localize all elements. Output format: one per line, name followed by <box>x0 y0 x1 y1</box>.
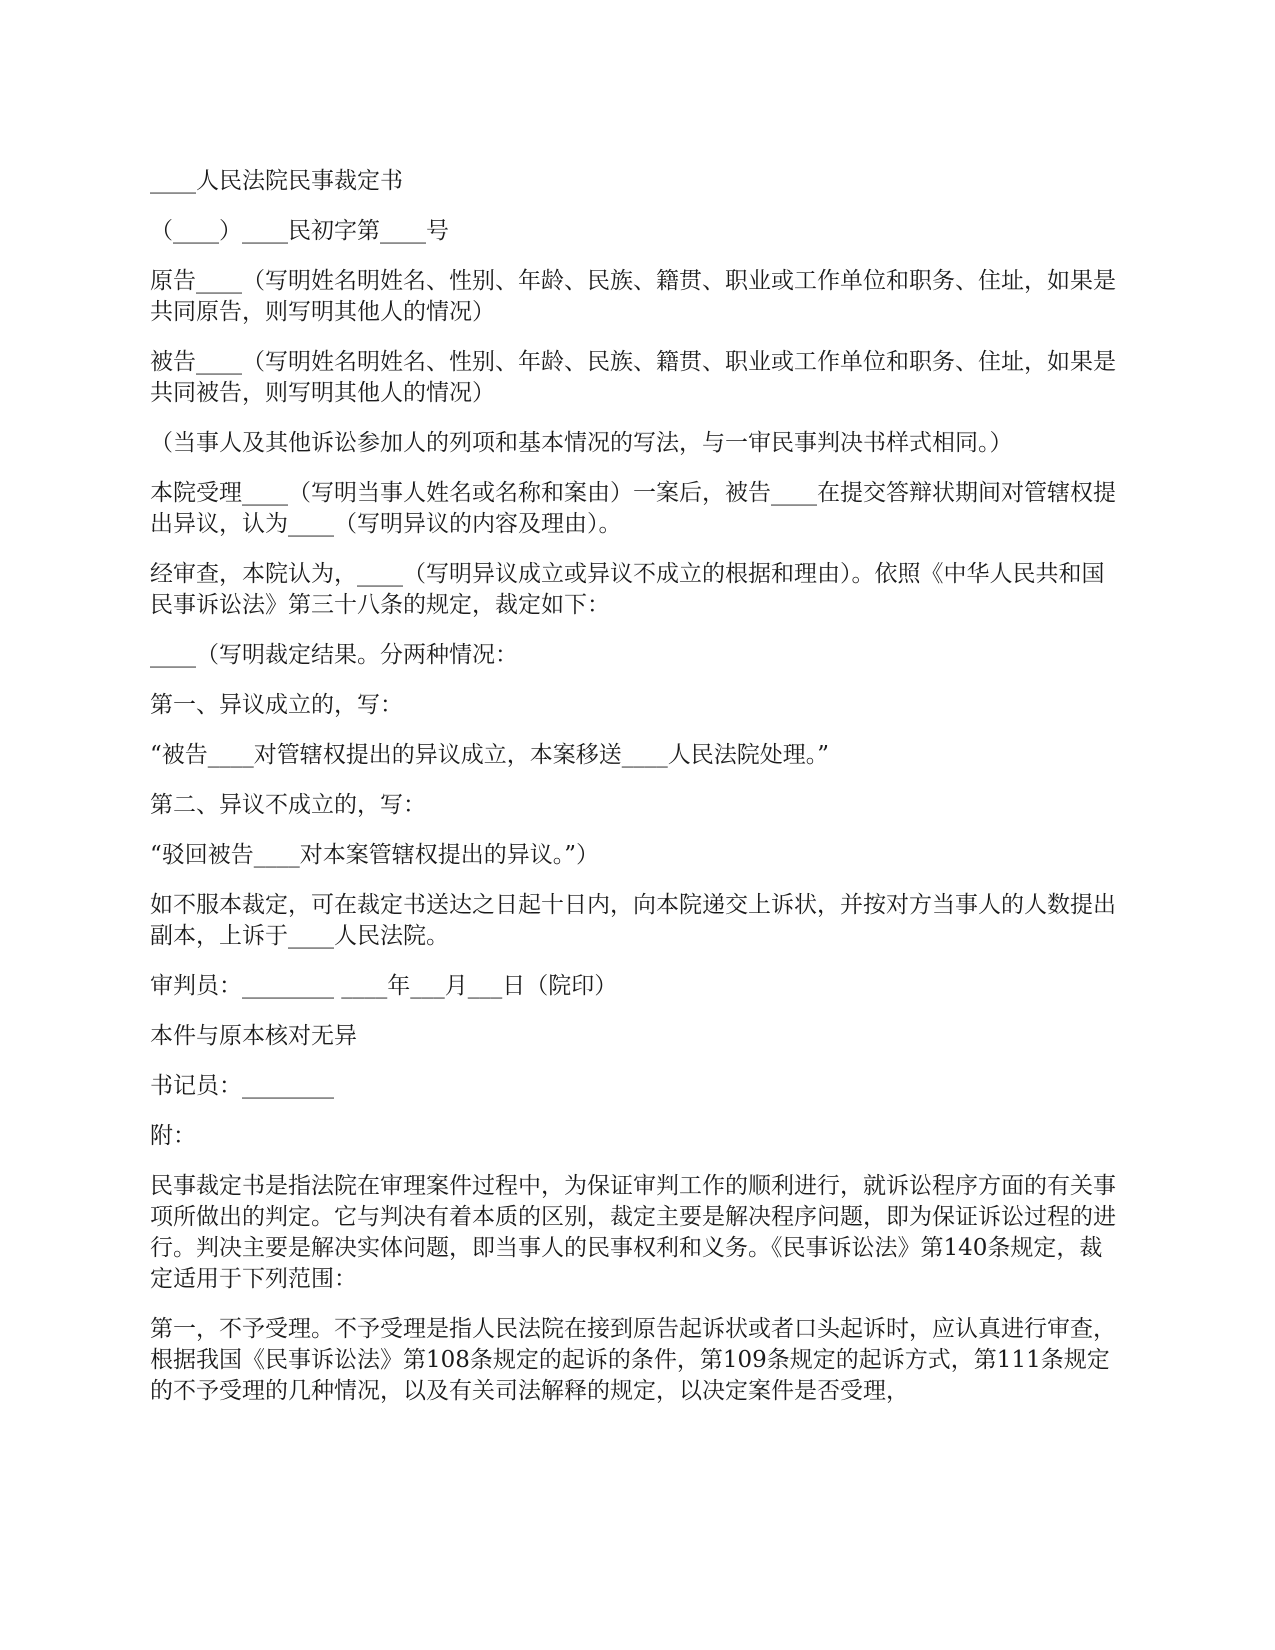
case-two-quote: “驳回被告____对本案管辖权提出的异议。”） <box>150 842 600 868</box>
judge-signature-line: 审判员：________ ____年___月___日（院印） <box>150 973 618 999</box>
plaintiff-paragraph: 原告____（写明姓名明姓名、性别、年龄、民族、籍贯、职业或工作单位和职务、住址，如果是共同原告，则写明其他人的情况） <box>150 268 1116 325</box>
clerk-signature-line: 书记员：________ <box>150 1073 334 1099</box>
defendant-paragraph: 被告____（写明姓名明姓名、性别、年龄、民族、籍贯、职业或工作单位和职务、住址，如果是共同被告，则写明其他人的情况） <box>150 349 1116 406</box>
case-acceptance-paragraph: 本院受理____（写明当事人姓名或名称和案由）一案后，被告____在提交答辩状期间对管辖权提出异议，认为____（写明异议的内容及理由）。 <box>150 480 1116 537</box>
appendix-paragraph-2: 第一，不予受理。不予受理是指人民法院在接到原告起诉状或者口头起诉时，应认真进行审查，根据我国《民事诉讼法》第108条规定的起诉的条件，第109条规定的起诉方式，第111条规定的不予受理的几种情况，以及有关司法解释的规定，以决定案件是否受理， <box>150 1316 1116 1404</box>
verification-line: 本件与原本核对无异 <box>150 1023 357 1049</box>
appeal-paragraph: 如不服本裁定，可在裁定书送达之日起十日内，向本院递交上诉状，并按对方当事人的人数提出副本，上诉于____人民法院。 <box>150 892 1116 949</box>
case-number-line: （____）____民初字第____号 <box>150 218 449 244</box>
document-title: ____人民法院民事裁定书 <box>150 168 403 194</box>
case-one-heading: 第一、异议成立的，写： <box>150 692 403 718</box>
ruling-result-paragraph: ____（写明裁定结果。分两种情况： <box>150 642 518 668</box>
appendix-heading: 附： <box>150 1123 196 1149</box>
document-body <box>150 166 1125 1426</box>
appendix-paragraph-1: 民事裁定书是指法院在审理案件过程中，为保证审判工作的顺利进行，就诉讼程序方面的有关事项所做出的判定。它与判决有着本质的区别，裁定主要是解决程序问题，即为保证诉讼过程的进行。判决主要是解决实体问题，即当事人的民事权利和义务。《民事诉讼法》第140条规定，裁定适用于下列范围： <box>150 1173 1116 1292</box>
case-one-quote: “被告____对管辖权提出的异议成立，本案移送____人民法院处理。” <box>150 742 830 768</box>
case-two-heading: 第二、异议不成立的，写： <box>150 792 426 818</box>
parties-note-paragraph: （当事人及其他诉讼参加人的列项和基本情况的写法，与一审民事判决书样式相同。） <box>150 430 1013 456</box>
review-paragraph: 经审查，本院认为，____（写明异议成立或异议不成立的根据和理由）。依照《中华人民共和国民事诉讼法》第三十八条的规定，裁定如下： <box>150 561 1105 618</box>
